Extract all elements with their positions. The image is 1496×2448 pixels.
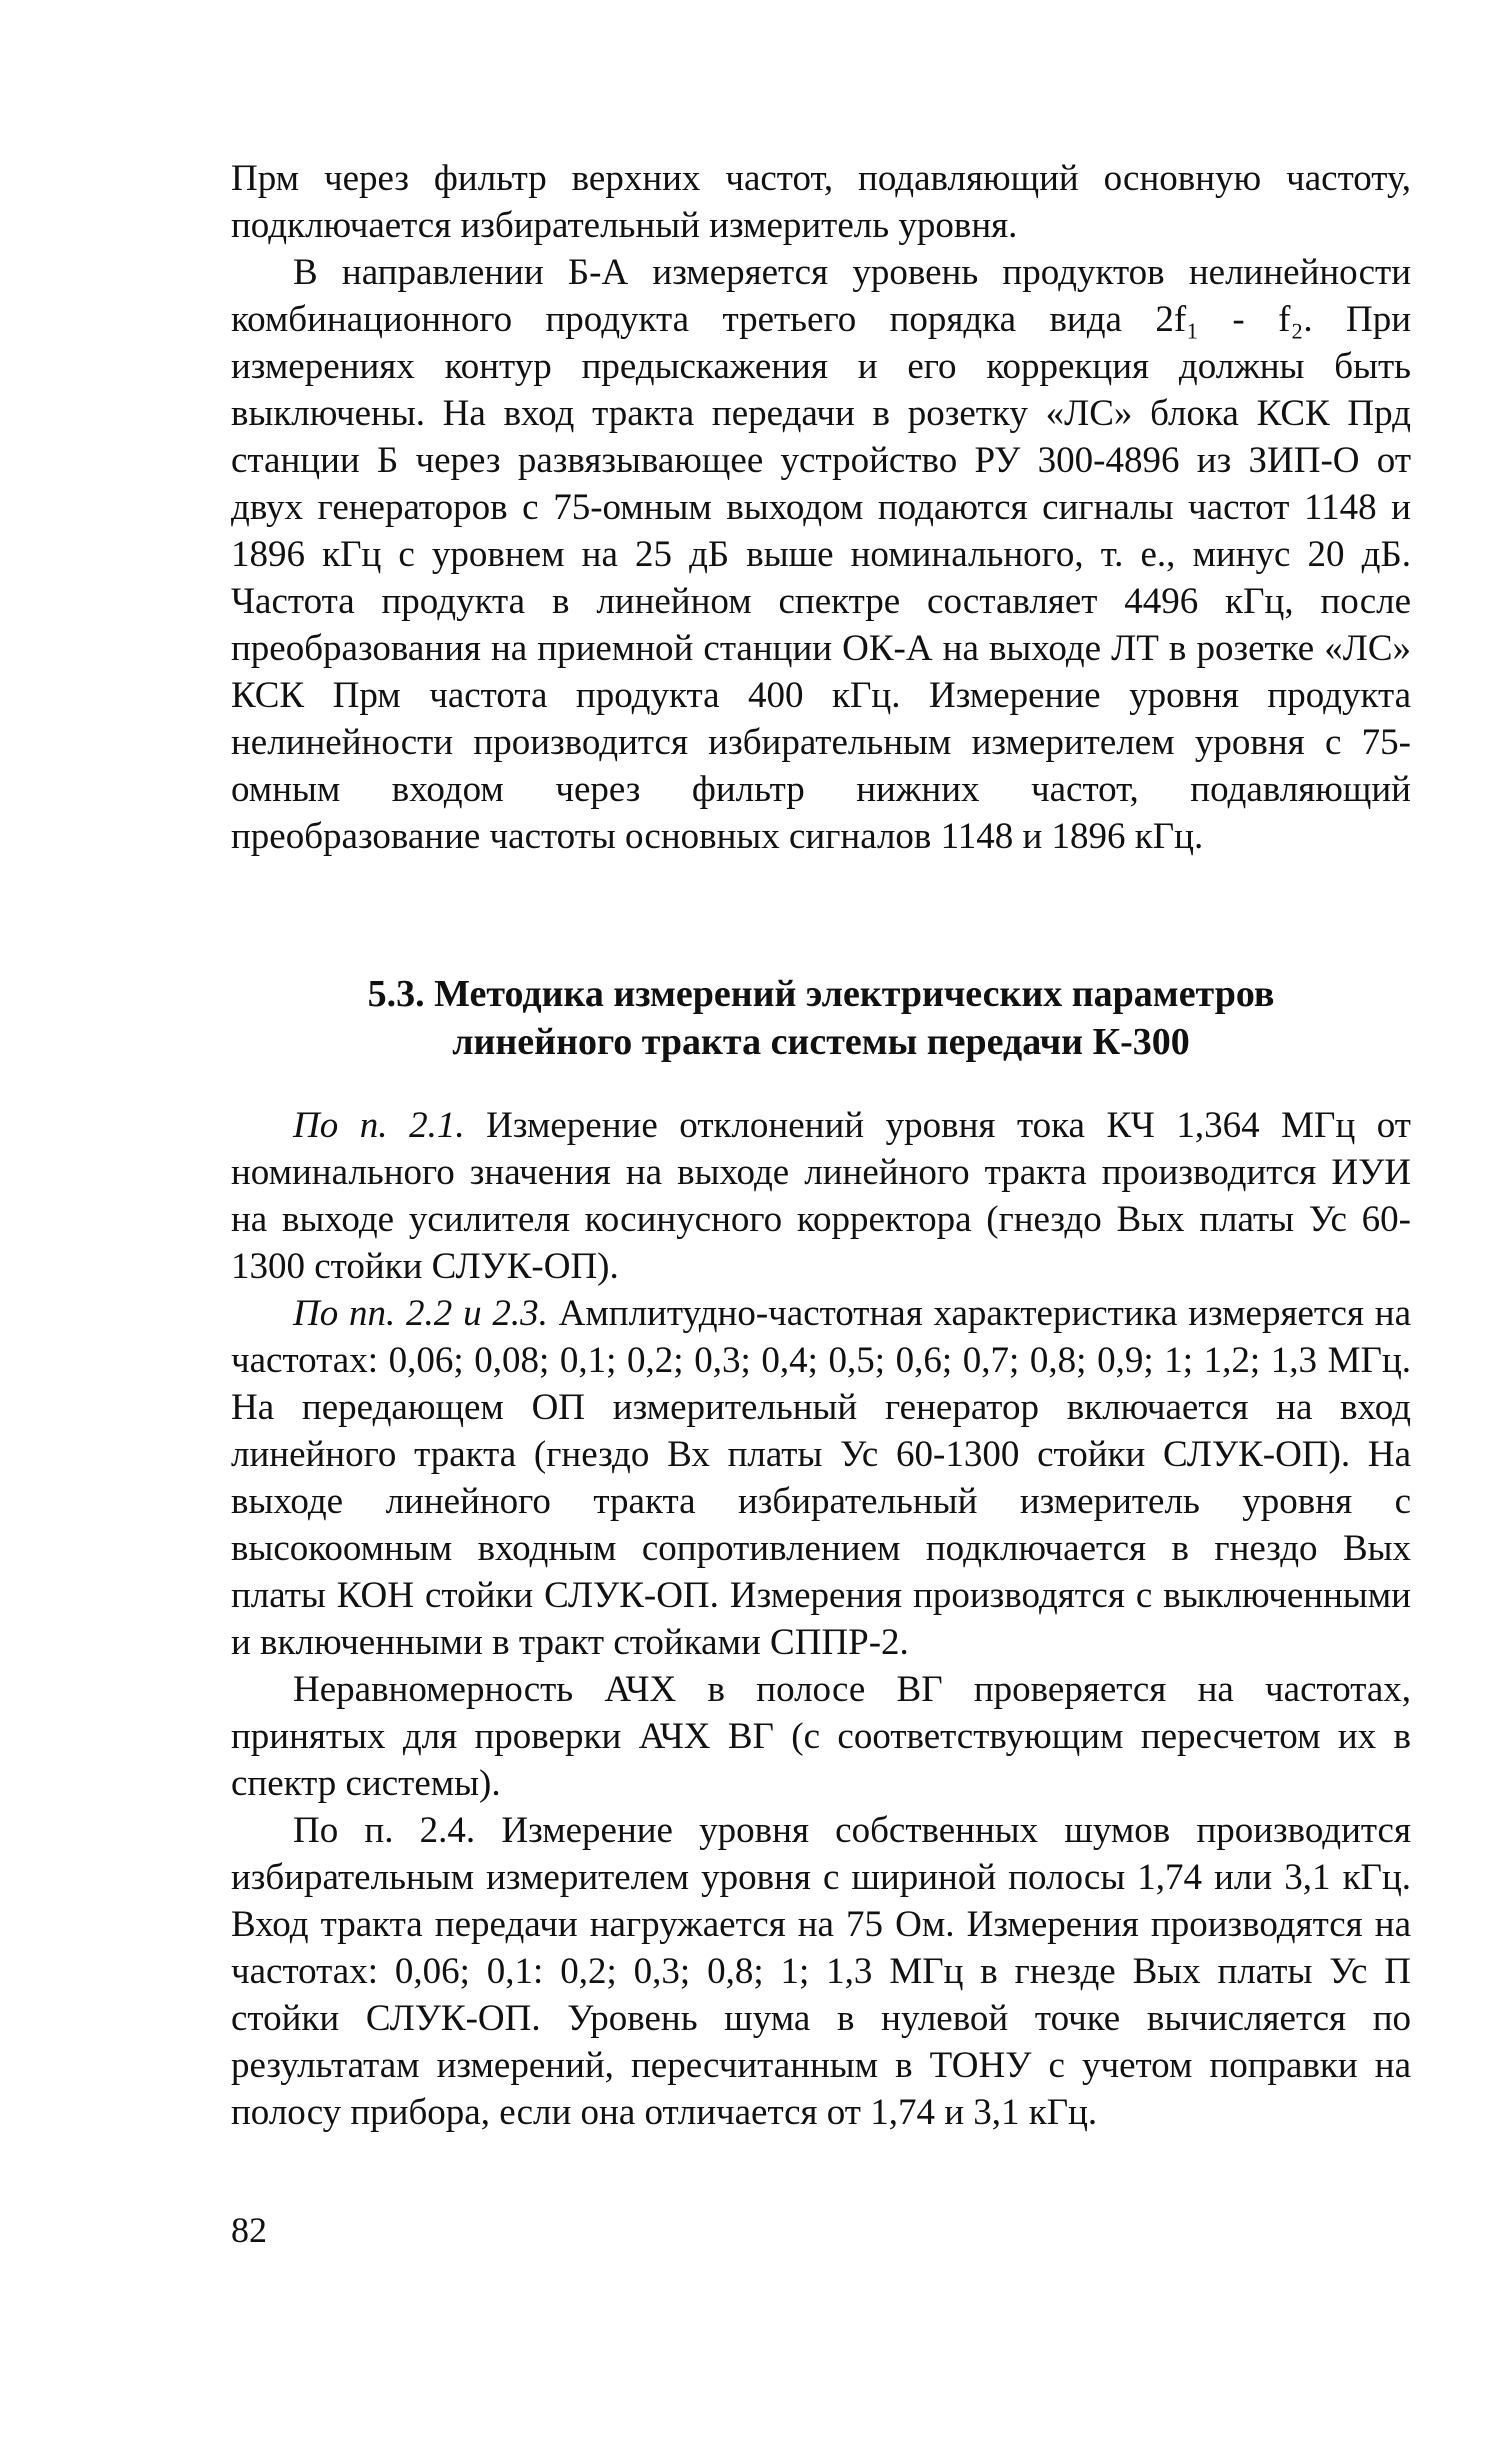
paragraph-continuation: Прм через фильтр верхних частот, подавляющий основную частоту, подключается избирательный измеритель уровня. bbox=[231, 158, 1411, 246]
paragraph-item-2-1 bbox=[231, 1102, 1411, 1290]
paragraph-lead-2-1: По п. 2.1. bbox=[293, 1105, 465, 1146]
text-block-bottom bbox=[231, 1102, 1411, 2136]
paragraph-nonlinearity-measurement: В направлении Б-А измеряется уровень продуктов нелинейности комбинационного продукта третьего порядка вида 2f₁ - f₂. При измерениях контур предыскажения и его коррекция должны быть выключены. На вход тракта передачи в розетку «ЛС» блока КСК Прд станции Б через развязывающее устройство РУ 300-4896 из ЗИП-О от двух генераторов с 75-омным выходом подаются сигналы частот 1148 и 1896 кГц с уровнем на 25 дБ выше номинального, т. е., минус 20 дБ. Частота продукта в линейном спектре составляет 4496 кГц, после преобразования на приемной станции ОК-А на выходе ЛТ в розетке «ЛС» КСК Прм частота продукта 400 кГц. Измерение уровня продукта нелинейности производится избирательным измерителем уровня с 75-омным входом через фильтр нижних частот, подавляющий преобразование частоты основных сигналов 1148 и 1896 кГц. bbox=[231, 252, 1411, 857]
paragraph-afc-nonuniformity: Неравномерность АЧХ в полосе ВГ проверяется на частотах, принятых для проверки АЧХ ВГ (с соответствующим пересчетом их в спектр системы). bbox=[231, 1669, 1411, 1804]
text-block-top bbox=[231, 155, 1411, 860]
section-heading bbox=[231, 970, 1411, 1066]
section-heading-line-2: линейного тракта системы передачи К-300 bbox=[452, 1021, 1190, 1063]
page-number: 82 bbox=[231, 2210, 267, 2250]
section-heading-line-1: 5.3. Методика измерений электрических параметров bbox=[367, 973, 1275, 1015]
paragraph-body-2-1: Измерение отклонений уровня тока КЧ 1,364 МГц от номинального значения на выходе линейного тракта производится ИУИ на выходе усилителя косинусного корректора (гнездо Вых платы Ус 60-1300 стойки СЛУК-ОП). bbox=[231, 1105, 1411, 1287]
paragraph-item-2-2-2-3 bbox=[231, 1290, 1411, 1666]
paragraph-body-2-2: Амплитудно-частотная характеристика измеряется на частотах: 0,06; 0,08; 0,1; 0,2; 0,3; 0,4; 0,5; 0,6; 0,7; 0,8; 0,9; 1; 1,2; 1,3 МГц. На передающем ОП измерительный генератор включается на вход линейного тракта (гнездо Вх платы Ус 60-1300 стойки СЛУК-ОП). На выходе линейного тракта избирательный измеритель уровня с высокоомным входным сопротивлением подключается в гнездо Вых платы КОН стойки СЛУК-ОП. Измерения производятся с выключенными и включенными в тракт стойками СППР-2. bbox=[231, 1293, 1411, 1663]
paragraph-item-2-4: По п. 2.4. Измерение уровня собственных шумов производится избирательным измерителем уровня с шириной полосы 1,74 или 3,1 кГц. Вход тракта передачи нагружается на 75 Ом. Измерения производятся на частотах: 0,06; 0,1: 0,2; 0,3; 0,8; 1; 1,3 МГц в гнезде Вых платы Ус П стойки СЛУК-ОП. Уровень шума в нулевой точке вычисляется по результатам измерений, пересчитанным в ТОНУ с учетом поправки на полосу прибора, если она отличается от 1,74 и 3,1 кГц. bbox=[231, 1810, 1411, 2133]
paragraph-lead-2-2: По пп. 2.2 и 2.3. bbox=[293, 1293, 548, 1334]
